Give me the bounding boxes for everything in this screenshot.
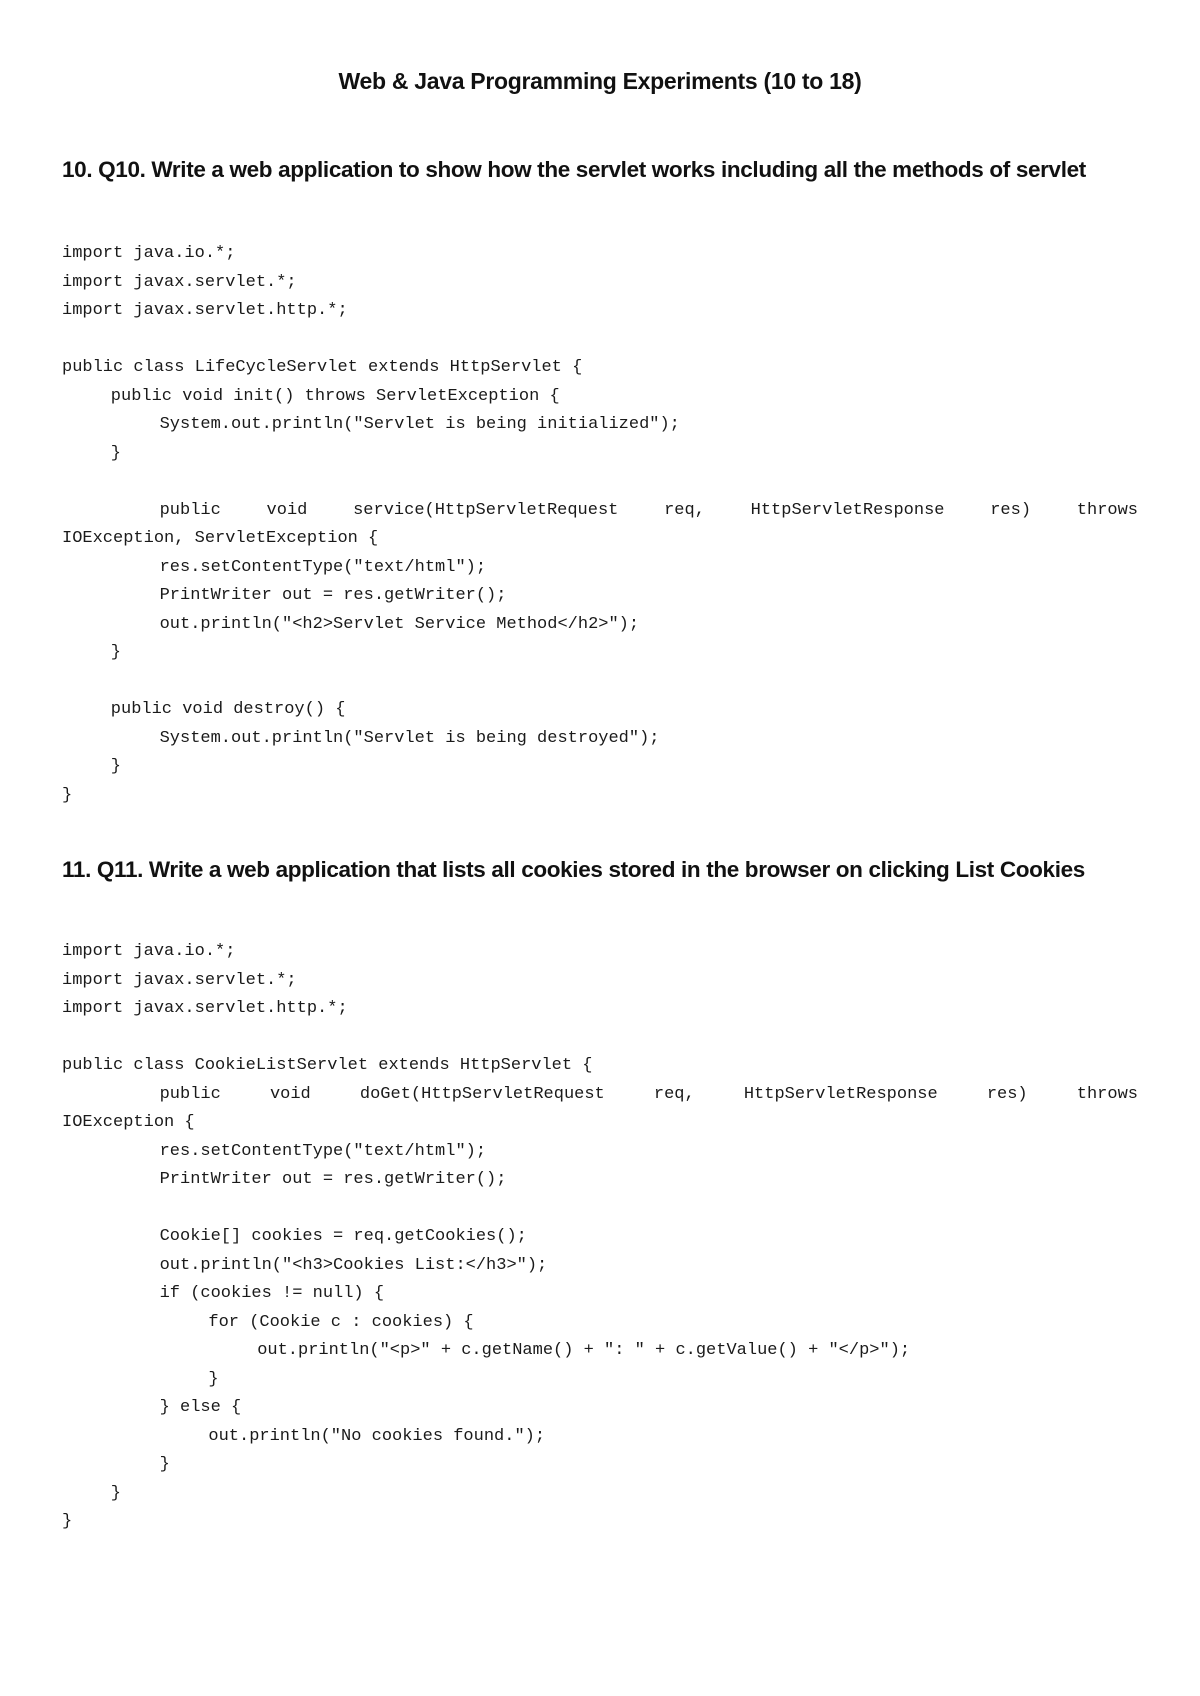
code-line: import javax.servlet.*;	[62, 970, 297, 990]
code-line: public class CookieListServlet extends HttpServlet {	[62, 1056, 593, 1075]
code-line: import javax.servlet.http.*;	[62, 301, 348, 320]
code-line: }	[110, 1483, 121, 1503]
code-line: public void doGet(HttpServletRequest req, HttpServletResponse res) throws	[159, 1084, 1138, 1104]
code-line: public class LifeCycleServlet extends HttpServlet {	[62, 358, 583, 377]
code-line: IOException, ServletException {	[62, 529, 379, 548]
code-line: if (cookies != null) {	[159, 1284, 385, 1303]
code-line	[62, 326, 1138, 355]
code-line	[62, 1024, 1138, 1053]
code-line: res.setContentType("text/html");	[159, 557, 487, 577]
code-line: out.println("<p>" + c.getName() + ": " + c.getValue() + "</p>");	[257, 1341, 911, 1360]
code-line: }	[110, 643, 121, 662]
code-line: }	[62, 1512, 73, 1531]
code-line	[62, 468, 1138, 497]
code-line: import java.io.*;	[62, 942, 236, 961]
code-line: } else {	[159, 1398, 242, 1417]
document-title: Web & Java Programming Experiments (10 to 18)	[338, 68, 862, 94]
code-line: public void init() throws ServletException {	[110, 386, 560, 406]
code-line: PrintWriter out = res.getWriter();	[159, 586, 507, 605]
code-line: res.setContentType("text/html");	[159, 1141, 487, 1161]
code-line: out.println("<h2>Servlet Service Method</h2>");	[159, 614, 640, 634]
code-line: System.out.println("Servlet is being initialized");	[159, 415, 680, 434]
code-line: }	[110, 757, 121, 776]
question-10-heading: 10. Q10. Write a web application to show how the servlet works including all the methods of servlet	[62, 157, 1086, 182]
code-line	[62, 1195, 1138, 1224]
code-line: PrintWriter out = res.getWriter();	[159, 1170, 507, 1189]
code-line	[62, 668, 1138, 697]
code-line: }	[208, 1369, 219, 1389]
code-line: IOException {	[62, 1113, 195, 1132]
code-line: import javax.servlet.*;	[62, 272, 297, 292]
code-block-q10	[62, 240, 1138, 810]
code-line: import javax.servlet.http.*;	[62, 999, 348, 1018]
question-11-heading: 11. Q11. Write a web application that lists all cookies stored in the browser on clicking List Cookies	[62, 857, 1085, 882]
code-line: System.out.println("Servlet is being destroyed");	[159, 728, 660, 748]
code-line: out.println("<h3>Cookies List:</h3>");	[159, 1255, 548, 1275]
code-line: public void service(HttpServletRequest req, HttpServletResponse res) throws	[159, 500, 1138, 520]
code-line: out.println("No cookies found.");	[208, 1426, 546, 1446]
code-line: }	[110, 443, 121, 463]
code-block-q11	[62, 938, 1138, 1537]
code-line: public void destroy() {	[110, 700, 346, 719]
code-line: }	[159, 1455, 170, 1474]
code-line: import java.io.*;	[62, 244, 236, 263]
code-line: Cookie[] cookies = req.getCookies();	[159, 1227, 527, 1246]
code-line: }	[62, 785, 73, 805]
code-line: for (Cookie c : cookies) {	[208, 1312, 474, 1332]
